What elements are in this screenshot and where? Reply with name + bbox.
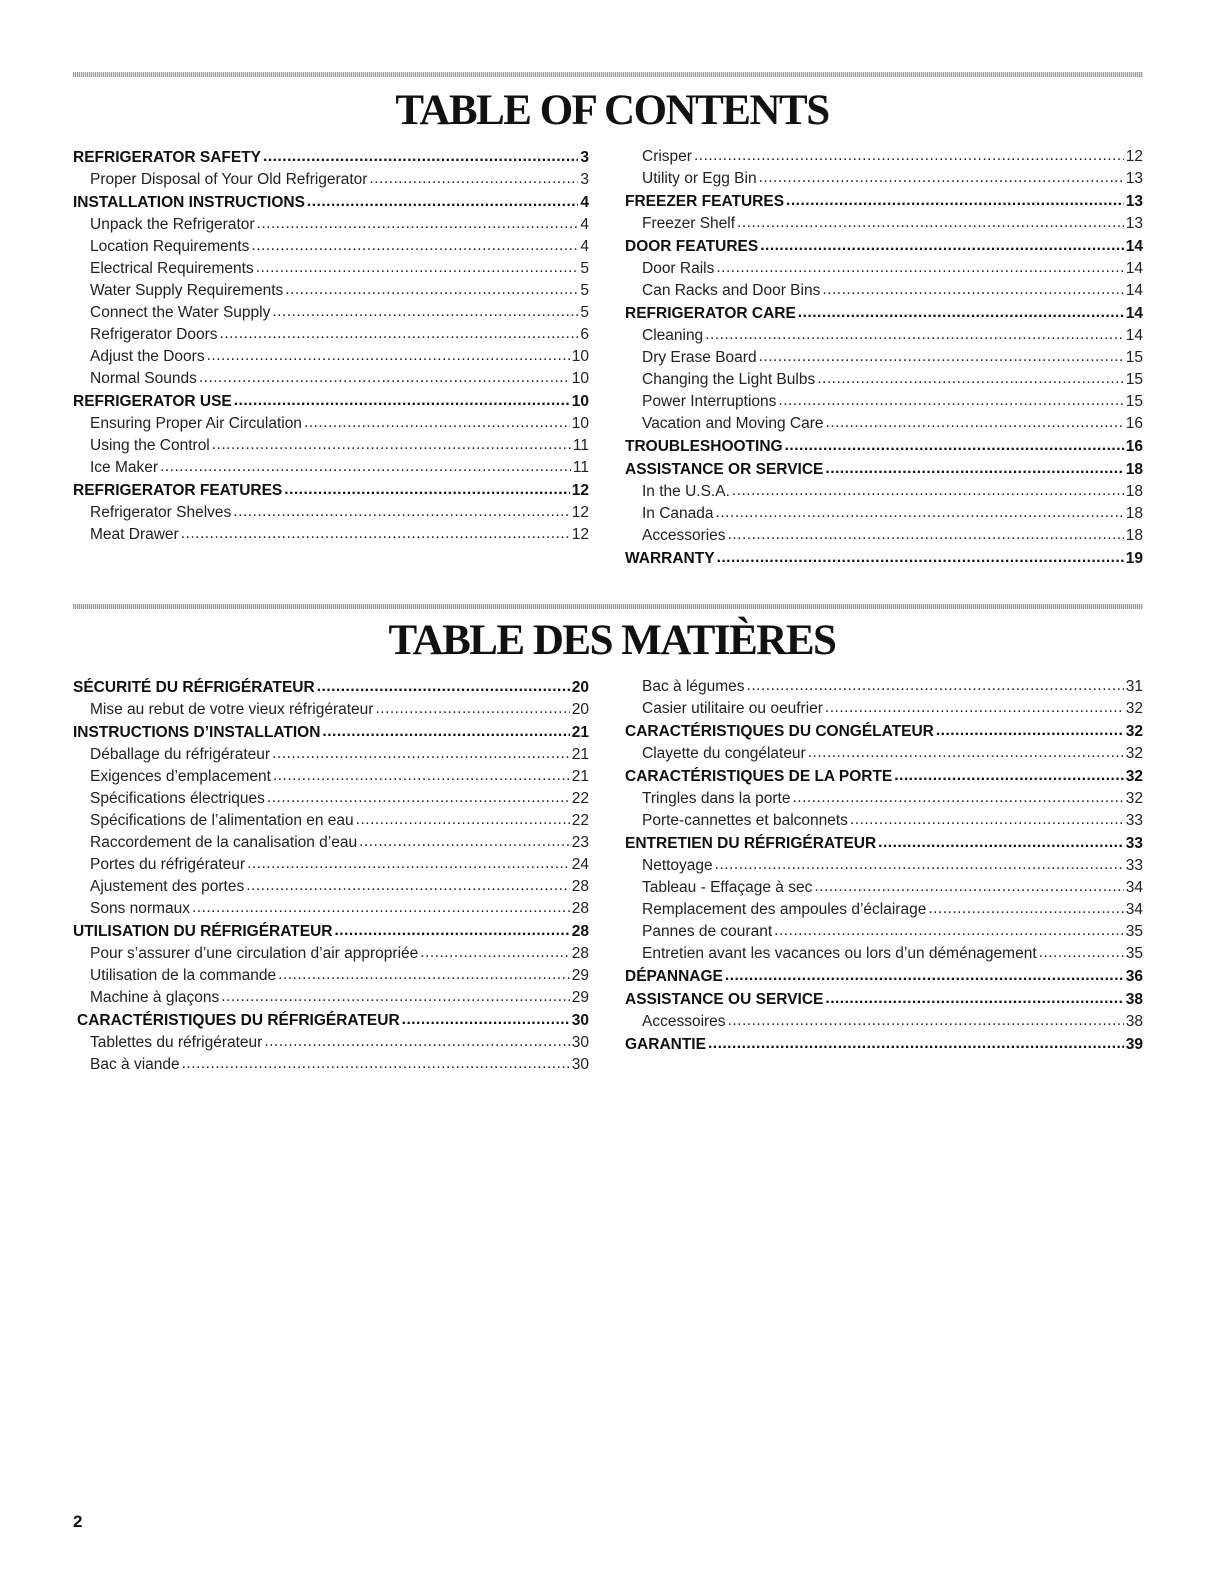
toc-entry-page-number: 21 xyxy=(571,746,589,763)
toc-subsection-entry[interactable] xyxy=(625,525,1143,547)
toc-entry-label: Tringles dans la porte xyxy=(642,790,791,807)
dot-leader xyxy=(747,676,1124,697)
toc-entry-page-number: 38 xyxy=(1125,1013,1143,1030)
dot-leader xyxy=(814,877,1123,898)
toc-subsection-entry[interactable] xyxy=(73,346,589,368)
toc-subsection-entry[interactable] xyxy=(73,854,589,876)
toc-entry-label: In the U.S.A. xyxy=(642,483,730,500)
toc-entry-page-number: 19 xyxy=(1125,550,1143,567)
dot-leader xyxy=(825,988,1123,1010)
toc-entry-label: ENTRETIEN DU RÉFRIGÉRATEUR xyxy=(625,835,877,852)
toc-entry-label: Déballage du réfrigérateur xyxy=(90,746,271,763)
dot-leader xyxy=(256,258,579,279)
toc-entry-label: UTILISATION DU RÉFRIGÉRATEUR xyxy=(73,923,333,940)
toc-section-entry[interactable] xyxy=(625,458,1143,481)
dot-leader xyxy=(894,765,1124,787)
dot-leader xyxy=(732,481,1124,502)
toc-subsection-entry[interactable] xyxy=(625,280,1143,302)
dot-leader xyxy=(221,987,570,1008)
toc-section-entry[interactable] xyxy=(73,191,589,214)
toc-entry-page-number: 14 xyxy=(1125,305,1143,322)
toc-entry-page-number: 39 xyxy=(1125,1036,1143,1053)
toc-subsection-entry[interactable] xyxy=(73,236,589,258)
toc-entry-page-number: 29 xyxy=(571,967,589,984)
toc-section-entry[interactable] xyxy=(73,1009,589,1032)
toc-entry-label: DOOR FEATURES xyxy=(625,238,759,255)
toc-entry-label: REFRIGERATOR FEATURES xyxy=(73,482,283,499)
dot-leader xyxy=(822,280,1123,301)
toc-entry-label: ASSISTANCE OR SERVICE xyxy=(625,461,824,478)
toc-subsection-entry[interactable] xyxy=(625,347,1143,369)
toc-entry-label: GARANTIE xyxy=(625,1036,706,1053)
toc-entry-page-number: 4 xyxy=(580,238,589,255)
toc-subsection-entry[interactable] xyxy=(625,810,1143,832)
toc-entry-label: ASSISTANCE OU SERVICE xyxy=(625,991,824,1008)
toc-entry-page-number: 30 xyxy=(571,1056,589,1073)
toc-entry-label: Tableau - Effaçage à sec xyxy=(642,879,813,896)
toc-entry-label: Ajustement des portes xyxy=(90,878,245,895)
toc-entry-page-number: 33 xyxy=(1125,857,1143,874)
dot-leader xyxy=(307,191,578,213)
toc-entry-page-number: 23 xyxy=(571,834,589,851)
french-toc-left-column xyxy=(73,676,589,1076)
toc-subsection-entry[interactable] xyxy=(73,699,589,721)
toc-subsection-entry[interactable] xyxy=(73,302,589,324)
toc-entry-label: Bac à viande xyxy=(90,1056,180,1073)
toc-entry-label: Machine à glaçons xyxy=(90,989,220,1006)
dot-leader xyxy=(694,146,1124,167)
french-toc-title: TABLE DES MATIÈRES xyxy=(388,617,836,664)
toc-entry-page-number: 21 xyxy=(571,724,589,741)
toc-entry-label: Refrigerator Doors xyxy=(90,326,218,343)
dot-leader xyxy=(825,698,1124,719)
toc-entry-page-number: 15 xyxy=(1125,393,1143,410)
middle-divider-rule xyxy=(73,604,1143,609)
toc-subsection-entry[interactable] xyxy=(73,324,589,346)
dot-leader xyxy=(728,525,1124,546)
toc-entry-label: Remplacement des ampoules d’éclairage xyxy=(642,901,927,918)
dot-leader xyxy=(759,168,1124,189)
toc-entry-label: Pannes de courant xyxy=(642,923,773,940)
english-toc-left-column xyxy=(73,146,589,546)
dot-leader xyxy=(317,676,570,698)
toc-entry-page-number: 31 xyxy=(1125,678,1143,695)
dot-leader xyxy=(716,503,1124,524)
toc-entry-label: Cleaning xyxy=(642,327,704,344)
dot-leader xyxy=(785,435,1124,457)
dot-leader xyxy=(264,1032,569,1053)
dot-leader xyxy=(285,280,578,301)
dot-leader xyxy=(160,457,571,478)
toc-entry-page-number: 12 xyxy=(571,482,589,499)
toc-subsection-entry[interactable] xyxy=(625,921,1143,943)
toc-subsection-entry[interactable] xyxy=(625,1011,1143,1033)
toc-entry-page-number: 13 xyxy=(1125,215,1143,232)
dot-leader xyxy=(725,965,1124,987)
toc-entry-page-number: 12 xyxy=(571,526,589,543)
toc-entry-page-number: 12 xyxy=(1125,148,1143,165)
dot-leader xyxy=(263,146,578,168)
toc-entry-label: Exigences d’emplacement xyxy=(90,768,271,785)
toc-subsection-entry[interactable] xyxy=(73,1054,589,1076)
toc-entry-label: WARRANTY xyxy=(625,550,715,567)
toc-entry-page-number: 10 xyxy=(571,393,589,410)
dot-leader xyxy=(774,921,1124,942)
toc-section-entry[interactable] xyxy=(73,676,589,699)
dot-leader xyxy=(273,766,570,787)
toc-entry-page-number: 22 xyxy=(571,790,589,807)
toc-entry-page-number: 14 xyxy=(1125,327,1143,344)
toc-entry-label: Pour s’assurer d’une circulation d’air appropriée xyxy=(90,945,419,962)
toc-entry-page-number: 28 xyxy=(571,878,589,895)
toc-entry-page-number: 5 xyxy=(580,260,589,277)
dot-leader xyxy=(212,435,571,456)
toc-entry-label: Mise au rebut de votre vieux réfrigérateur xyxy=(90,701,374,718)
page-number: 2 xyxy=(73,1512,83,1531)
toc-subsection-entry[interactable] xyxy=(73,258,589,280)
toc-entry-label: Nettoyage xyxy=(642,857,713,874)
toc-entry-page-number: 33 xyxy=(1125,812,1143,829)
toc-entry-label: TROUBLESHOOTING xyxy=(625,438,783,455)
toc-entry-label: FREEZER FEATURES xyxy=(625,193,785,210)
toc-entry-page-number: 20 xyxy=(571,679,589,696)
toc-subsection-entry[interactable] xyxy=(73,766,589,788)
dot-leader xyxy=(728,1011,1124,1032)
toc-section-entry[interactable] xyxy=(625,988,1143,1011)
toc-entry-page-number: 24 xyxy=(571,856,589,873)
toc-entry-label: Portes du réfrigérateur xyxy=(90,856,246,873)
dot-leader xyxy=(792,788,1123,809)
toc-entry-page-number: 5 xyxy=(580,304,589,321)
toc-section-entry[interactable] xyxy=(73,146,589,169)
english-toc-right-column xyxy=(625,146,1143,570)
dot-leader xyxy=(402,1009,570,1031)
toc-entry-page-number: 5 xyxy=(580,282,589,299)
toc-subsection-entry[interactable] xyxy=(625,325,1143,347)
toc-entry-page-number: 35 xyxy=(1125,945,1143,962)
toc-entry-page-number: 32 xyxy=(1125,723,1143,740)
dot-leader xyxy=(267,788,570,809)
dot-leader xyxy=(1039,943,1124,964)
toc-entry-page-number: 21 xyxy=(571,768,589,785)
toc-subsection-entry[interactable] xyxy=(73,965,589,987)
toc-entry-label: Changing the Light Bulbs xyxy=(642,371,816,388)
toc-entry-page-number: 4 xyxy=(580,194,589,211)
toc-subsection-entry[interactable] xyxy=(73,943,589,965)
dot-leader xyxy=(182,1054,570,1075)
toc-entry-label: Sons normaux xyxy=(90,900,190,917)
toc-entry-label: Vacation and Moving Care xyxy=(642,415,824,432)
dot-leader xyxy=(181,524,570,545)
toc-entry-label: Can Racks and Door Bins xyxy=(642,282,821,299)
toc-entry-page-number: 11 xyxy=(572,459,589,476)
toc-entry-page-number: 18 xyxy=(1125,505,1143,522)
toc-subsection-entry[interactable] xyxy=(73,413,589,435)
toc-subsection-entry[interactable] xyxy=(73,744,589,766)
toc-entry-label: Spécifications électriques xyxy=(90,790,265,807)
toc-subsection-entry[interactable] xyxy=(625,855,1143,877)
toc-entry-page-number: 10 xyxy=(571,370,589,387)
dot-leader xyxy=(272,744,570,765)
dot-leader xyxy=(850,810,1124,831)
toc-entry-page-number: 29 xyxy=(571,989,589,1006)
toc-subsection-entry[interactable] xyxy=(73,368,589,390)
toc-entry-label: Clayette du congélateur xyxy=(642,745,806,762)
toc-entry-page-number: 15 xyxy=(1125,349,1143,366)
toc-section-entry[interactable] xyxy=(625,720,1143,743)
dot-leader xyxy=(878,832,1124,854)
toc-entry-label: Power Interruptions xyxy=(642,393,777,410)
toc-entry-label: Porte-cannettes et balconnets xyxy=(642,812,848,829)
dot-leader xyxy=(798,302,1124,324)
toc-subsection-entry[interactable] xyxy=(73,214,589,236)
toc-entry-label: Utility or Egg Bin xyxy=(642,170,757,187)
toc-subsection-entry[interactable] xyxy=(625,168,1143,190)
toc-entry-page-number: 16 xyxy=(1125,415,1143,432)
toc-entry-page-number: 12 xyxy=(571,504,589,521)
dot-leader xyxy=(356,810,570,831)
toc-section-entry[interactable] xyxy=(625,547,1143,570)
toc-entry-label: SÉCURITÉ DU RÉFRIGÉRATEUR xyxy=(73,679,315,696)
toc-entry-page-number: 14 xyxy=(1125,282,1143,299)
toc-subsection-entry[interactable] xyxy=(73,457,589,479)
toc-entry-page-number: 14 xyxy=(1125,238,1143,255)
toc-subsection-entry[interactable] xyxy=(625,943,1143,965)
dot-leader xyxy=(759,347,1124,368)
toc-entry-page-number: 35 xyxy=(1125,923,1143,940)
toc-section-entry[interactable] xyxy=(625,302,1143,325)
toc-entry-page-number: 32 xyxy=(1125,745,1143,762)
toc-section-entry[interactable] xyxy=(625,765,1143,788)
dot-leader xyxy=(207,346,570,367)
toc-entry-page-number: 32 xyxy=(1125,768,1143,785)
toc-entry-page-number: 3 xyxy=(580,149,589,166)
dot-leader xyxy=(322,721,569,743)
toc-entry-label: REFRIGERATOR CARE xyxy=(625,305,796,322)
dot-leader xyxy=(760,235,1124,257)
toc-entry-label: Entretien avant les vacances ou lors d’un déménagement xyxy=(642,945,1037,962)
toc-entry-label: Ice Maker xyxy=(90,459,159,476)
toc-entry-label: DÉPANNAGE xyxy=(625,968,723,985)
toc-entry-label: REFRIGERATOR USE xyxy=(73,393,232,410)
toc-entry-page-number: 13 xyxy=(1125,170,1143,187)
dot-leader xyxy=(817,369,1124,390)
toc-subsection-entry[interactable] xyxy=(73,435,589,457)
toc-entry-label: Door Rails xyxy=(642,260,715,277)
toc-entry-label: Casier utilitaire ou oeufrier xyxy=(642,700,823,717)
toc-entry-label: Proper Disposal of Your Old Refrigerator xyxy=(90,171,368,188)
toc-entry-page-number: 32 xyxy=(1125,700,1143,717)
toc-entry-page-number: 28 xyxy=(571,900,589,917)
toc-entry-label: Refrigerator Shelves xyxy=(90,504,232,521)
toc-entry-page-number: 10 xyxy=(571,348,589,365)
toc-subsection-entry[interactable] xyxy=(625,413,1143,435)
toc-section-entry[interactable] xyxy=(625,190,1143,213)
dot-leader xyxy=(304,413,570,434)
toc-subsection-entry[interactable] xyxy=(73,524,589,546)
toc-section-entry[interactable] xyxy=(625,235,1143,258)
toc-section-entry[interactable] xyxy=(625,965,1143,988)
toc-subsection-entry[interactable] xyxy=(625,369,1143,391)
toc-entry-label: Utilisation de la commande xyxy=(90,967,277,984)
toc-subsection-entry[interactable] xyxy=(625,391,1143,413)
dot-leader xyxy=(716,258,1123,279)
toc-subsection-entry[interactable] xyxy=(73,1032,589,1054)
toc-entry-page-number: 18 xyxy=(1125,483,1143,500)
toc-entry-page-number: 13 xyxy=(1125,193,1143,210)
toc-entry-page-number: 33 xyxy=(1125,835,1143,852)
toc-entry-label: Adjust the Doors xyxy=(90,348,205,365)
toc-entry-label: Crisper xyxy=(642,148,692,165)
toc-section-entry[interactable] xyxy=(73,390,589,413)
toc-entry-label: Water Supply Requirements xyxy=(90,282,284,299)
dot-leader xyxy=(284,479,569,501)
dot-leader xyxy=(808,743,1124,764)
toc-entry-label: INSTRUCTIONS D’INSTALLATION xyxy=(73,724,321,741)
toc-entry-page-number: 10 xyxy=(571,415,589,432)
toc-subsection-entry[interactable] xyxy=(625,899,1143,921)
dot-leader xyxy=(334,920,569,942)
dot-leader xyxy=(220,324,579,345)
toc-entry-label: Accessoires xyxy=(642,1013,726,1030)
dot-leader xyxy=(786,190,1124,212)
toc-subsection-entry[interactable] xyxy=(73,987,589,1009)
toc-section-entry[interactable] xyxy=(625,832,1143,855)
toc-entry-page-number: 18 xyxy=(1125,527,1143,544)
toc-entry-label: CARACTÉRISTIQUES DU CONGÉLATEUR xyxy=(625,723,934,740)
dot-leader xyxy=(272,302,578,323)
toc-entry-label: Dry Erase Board xyxy=(642,349,757,366)
toc-subsection-entry[interactable] xyxy=(73,788,589,810)
toc-subsection-entry[interactable] xyxy=(625,698,1143,720)
toc-entry-page-number: 6 xyxy=(580,326,589,343)
toc-entry-label: Unpack the Refrigerator xyxy=(90,216,255,233)
dot-leader xyxy=(278,965,570,986)
dot-leader xyxy=(826,413,1124,434)
dot-leader xyxy=(246,876,570,897)
toc-entry-page-number: 28 xyxy=(571,923,589,940)
dot-leader xyxy=(233,502,569,523)
english-toc-title: TABLE OF CONTENTS xyxy=(395,87,829,134)
dot-leader xyxy=(717,547,1124,569)
toc-entry-page-number: 14 xyxy=(1125,260,1143,277)
toc-entry-label: REFRIGERATOR SAFETY xyxy=(73,149,262,166)
french-toc-right-column xyxy=(625,676,1143,1056)
toc-section-entry[interactable] xyxy=(73,920,589,943)
dot-leader xyxy=(247,854,570,875)
toc-subsection-entry[interactable] xyxy=(625,213,1143,235)
dot-leader xyxy=(359,832,570,853)
toc-entry-page-number: 11 xyxy=(572,437,589,454)
toc-entry-page-number: 30 xyxy=(571,1034,589,1051)
toc-entry-label: Accessories xyxy=(642,527,726,544)
toc-entry-page-number: 36 xyxy=(1125,968,1143,985)
toc-entry-page-number: 3 xyxy=(580,171,589,188)
toc-entry-page-number: 18 xyxy=(1125,461,1143,478)
toc-entry-page-number: 22 xyxy=(571,812,589,829)
dot-leader xyxy=(936,720,1124,742)
toc-entry-page-number: 20 xyxy=(571,701,589,718)
toc-entry-label: Raccordement de la canalisation d’eau xyxy=(90,834,358,851)
toc-entry-label: Bac à légumes xyxy=(642,678,745,695)
toc-section-entry[interactable] xyxy=(625,1033,1143,1056)
dot-leader xyxy=(199,368,570,389)
toc-entry-label: Meat Drawer xyxy=(90,526,179,543)
dot-leader xyxy=(257,214,579,235)
dot-leader xyxy=(737,213,1124,234)
toc-entry-label: CARACTÉRISTIQUES DE LA PORTE xyxy=(625,768,893,785)
toc-subsection-entry[interactable] xyxy=(625,503,1143,525)
dot-leader xyxy=(825,458,1123,480)
toc-entry-page-number: 34 xyxy=(1125,879,1143,896)
toc-section-entry[interactable] xyxy=(625,435,1143,458)
dot-leader xyxy=(251,236,578,257)
toc-subsection-entry[interactable] xyxy=(625,743,1143,765)
toc-entry-page-number: 30 xyxy=(571,1012,589,1029)
toc-entry-label: CARACTÉRISTIQUES DU RÉFRIGÉRATEUR xyxy=(77,1012,400,1029)
toc-entry-label: Connect the Water Supply xyxy=(90,304,271,321)
top-divider-rule xyxy=(73,72,1143,77)
toc-entry-label: Using the Control xyxy=(90,437,210,454)
toc-entry-page-number: 16 xyxy=(1125,438,1143,455)
toc-section-entry[interactable] xyxy=(73,479,589,502)
dot-leader xyxy=(778,391,1123,412)
dot-leader xyxy=(234,390,570,412)
toc-subsection-entry[interactable] xyxy=(625,258,1143,280)
toc-entry-label: Ensuring Proper Air Circulation xyxy=(90,415,302,432)
toc-subsection-entry[interactable] xyxy=(625,877,1143,899)
toc-entry-label: Location Requirements xyxy=(90,238,250,255)
toc-entry-page-number: 38 xyxy=(1125,991,1143,1008)
toc-entry-label: Normal Sounds xyxy=(90,370,197,387)
dot-leader xyxy=(369,169,578,190)
toc-entry-label: Freezer Shelf xyxy=(642,215,736,232)
toc-section-entry[interactable] xyxy=(73,721,589,744)
toc-entry-label: Tablettes du réfrigérateur xyxy=(90,1034,263,1051)
toc-entry-page-number: 28 xyxy=(571,945,589,962)
toc-entry-label: INSTALLATION INSTRUCTIONS xyxy=(73,194,305,211)
toc-subsection-entry[interactable] xyxy=(73,898,589,920)
toc-entry-page-number: 34 xyxy=(1125,901,1143,918)
toc-subsection-entry[interactable] xyxy=(625,146,1143,168)
dot-leader xyxy=(928,899,1123,920)
toc-entry-label: Electrical Requirements xyxy=(90,260,254,277)
toc-subsection-entry[interactable] xyxy=(73,280,589,302)
toc-subsection-entry[interactable] xyxy=(73,832,589,854)
toc-subsection-entry[interactable] xyxy=(73,876,589,898)
toc-subsection-entry[interactable] xyxy=(625,481,1143,503)
dot-leader xyxy=(705,325,1124,346)
toc-subsection-entry[interactable] xyxy=(625,676,1143,698)
toc-subsection-entry[interactable] xyxy=(73,169,589,191)
toc-subsection-entry[interactable] xyxy=(625,788,1143,810)
toc-entry-page-number: 4 xyxy=(580,216,589,233)
dot-leader xyxy=(708,1033,1124,1055)
dot-leader xyxy=(715,855,1124,876)
toc-entry-label: In Canada xyxy=(642,505,714,522)
toc-entry-label: Spécifications de l’alimentation en eau xyxy=(90,812,354,829)
toc-entry-page-number: 15 xyxy=(1125,371,1143,388)
dot-leader xyxy=(420,943,569,964)
toc-entry-page-number: 32 xyxy=(1125,790,1143,807)
dot-leader xyxy=(192,898,570,919)
dot-leader xyxy=(375,699,569,720)
toc-subsection-entry[interactable] xyxy=(73,810,589,832)
toc-subsection-entry[interactable] xyxy=(73,502,589,524)
